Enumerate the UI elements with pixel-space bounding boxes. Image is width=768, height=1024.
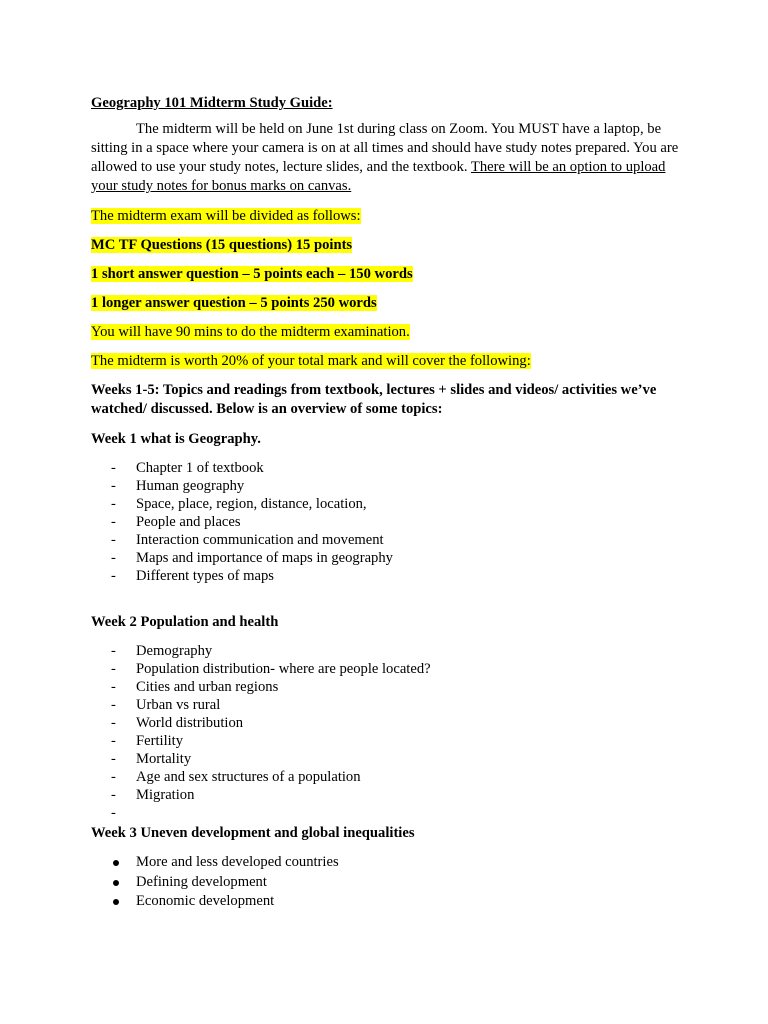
dash-marker: - xyxy=(111,697,116,713)
list-item: - Demography xyxy=(111,643,213,659)
list-item: Economic development xyxy=(111,892,691,912)
dash-marker: - xyxy=(111,496,116,512)
list-item: - Migration xyxy=(111,787,195,803)
dash-marker: - xyxy=(111,532,116,548)
dash-marker: - xyxy=(111,568,116,584)
dash-marker: - xyxy=(111,679,116,695)
dash-marker: - xyxy=(111,478,116,494)
list-item xyxy=(111,804,691,822)
intro-underlined-note: There will be an option to upload your study notes for bonus marks on canvas. xyxy=(91,159,666,194)
intro-paragraph xyxy=(91,120,691,196)
bullet-marker xyxy=(113,899,119,905)
list-item: - Space, place, region, distance, location, xyxy=(111,496,367,512)
weeks-overview: Weeks 1-5: Topics and readings from textbook, lectures + slides and videos/ activities we’ve watched/ discussed. Below is an overview of some topics: xyxy=(91,382,657,417)
dash-marker: - xyxy=(111,751,116,767)
bullet-marker xyxy=(113,880,119,886)
exam-short-line: 1 short answer question – 5 points each – 150 words xyxy=(91,266,413,282)
dash-marker: - xyxy=(111,460,116,476)
list-item: - People and places xyxy=(111,514,241,530)
week2-heading: Week 2 Population and health xyxy=(91,614,279,630)
list-item: - Maps and importance of maps in geography xyxy=(111,550,393,566)
dash-marker: - xyxy=(111,514,116,530)
dash-marker: - xyxy=(111,733,116,749)
list-item: - Interaction communication and movement xyxy=(111,532,384,548)
week3-heading: Week 3 Uneven development and global inequalities xyxy=(91,825,415,841)
document-page xyxy=(91,94,691,912)
exam-worth-line: The midterm is worth 20% of your total mark and will cover the following: xyxy=(91,353,531,369)
dash-marker: - xyxy=(111,643,116,659)
list-item: - Age and sex structures of a population xyxy=(111,769,361,785)
week3-list xyxy=(91,853,691,912)
dash-marker: - xyxy=(111,787,116,803)
dash-marker: - xyxy=(111,661,116,677)
week1-list xyxy=(91,459,691,585)
list-item: - Fertility xyxy=(111,733,184,749)
list-item: - Human geography xyxy=(111,478,245,494)
exam-mc-line: MC TF Questions (15 questions) 15 points xyxy=(91,237,353,253)
list-item: - Population distribution- where are people located? xyxy=(111,661,431,677)
dash-marker: - xyxy=(111,769,116,785)
document-title: Geography 101 Midterm Study Guide: xyxy=(91,95,333,111)
list-item: - World distribution xyxy=(111,715,244,731)
exam-long-line: 1 longer answer question – 5 points 250 words xyxy=(91,295,377,311)
list-item: - Cities and urban regions xyxy=(111,679,279,695)
exam-time-line: You will have 90 mins to do the midterm examination. xyxy=(91,324,410,340)
list-item: - Urban vs rural xyxy=(111,697,221,713)
week2-list xyxy=(91,642,691,822)
exam-divided-line: The midterm exam will be divided as follows: xyxy=(91,208,361,224)
week1-heading: Week 1 what is Geography. xyxy=(91,431,261,447)
bullet-marker xyxy=(113,860,119,866)
list-item: - Mortality xyxy=(111,751,192,767)
dash-marker: - xyxy=(111,805,116,821)
list-item: - Different types of maps xyxy=(111,568,274,584)
list-item: - Chapter 1 of textbook xyxy=(111,460,264,476)
dash-marker: - xyxy=(111,715,116,731)
intro-text: The midterm will be held on June 1st during class on Zoom. You MUST have a laptop, be sitting in a space where your camera is on at all times and should have study notes prepared. You are allowed to use your study notes, lecture slides, and the textbook. xyxy=(91,121,679,175)
list-item: More and less developed countries xyxy=(111,853,691,873)
list-item: Defining development xyxy=(111,873,691,893)
dash-marker: - xyxy=(111,550,116,566)
